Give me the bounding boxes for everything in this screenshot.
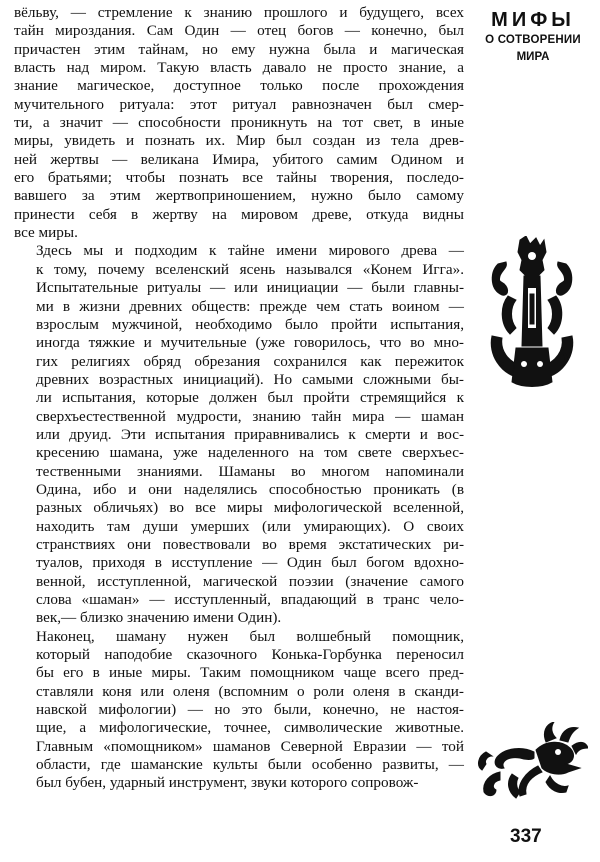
text-line: Главным «помощником» шаманов Северной Евразии — той bbox=[36, 737, 464, 755]
paragraph-1 bbox=[14, 4, 464, 242]
text-line: взрослым мужчиной, необходимо было пройти испытания, bbox=[36, 315, 464, 333]
text-line: все миры. bbox=[14, 224, 78, 242]
text-line: был бубен, ударный инструмент, звуки которого сопровож- bbox=[36, 774, 419, 792]
text-line: странствиях они повествовали во время экстатических ри- bbox=[36, 535, 464, 553]
text-line: власть над миром. Такую власть давало не просто знание, а bbox=[14, 59, 464, 77]
section-title-myths: МИФЫ bbox=[491, 9, 575, 31]
text-line: древних возрастных инициаций). Но самыми сложными бы- bbox=[36, 370, 464, 388]
text-line: слова «шаман» — исступленный, впадающий в транс чело- bbox=[36, 591, 464, 608]
text-line: кресению шамана, уже наделенного на том свете сверхъес- bbox=[36, 444, 464, 462]
text-line: туалов, приходя в исступление — Один был богом вдохно- bbox=[36, 554, 464, 572]
text-line: Испытательные ритуалы — или инициации — были главны- bbox=[36, 279, 464, 297]
text-line: Здесь мы и подходим к тайне имени мирового древа — bbox=[36, 242, 464, 260]
text-line: находить там души умерших (или умирающих). О своих bbox=[36, 517, 464, 535]
text-line: или друид. Эти испытания приравнивались к смерти и вос- bbox=[36, 425, 464, 443]
text-line: ми в жизни древних обществ: прежде чем стать воином — bbox=[36, 297, 464, 315]
text-line: бы его в иные миры. Таким помощником чаще всего пред- bbox=[36, 664, 464, 682]
text-line: ставляли коня или оленя (вспомним о роли оленя в сканди- bbox=[36, 682, 464, 700]
paragraph-3 bbox=[14, 628, 464, 793]
section-title-creation: О СОТВОРЕНИИ bbox=[485, 34, 581, 46]
text-line: венной, исступленной, магической поэзии (значение самого bbox=[36, 572, 464, 590]
text-line: вавшего за этим жертвоприношением, нужно было самому bbox=[14, 187, 464, 205]
section-heading bbox=[478, 8, 588, 66]
text-line: тайн мироздания. Сам Один — отец богов — конечно, был bbox=[14, 22, 464, 40]
text-line: век,— близко значению имени Один). bbox=[36, 609, 282, 627]
page-number: 337 bbox=[510, 826, 542, 847]
text-line: принести себя в жертву на мировом древе, откуда видны bbox=[14, 205, 464, 223]
text-line: ли испытания, которые должен был пройти стремящийся к bbox=[36, 389, 464, 407]
text-line: тественными знаниями. Шаманы во многом напоминали bbox=[36, 462, 464, 480]
scythian-ornament-illustration bbox=[486, 236, 578, 388]
dragon-ornament-illustration bbox=[476, 722, 588, 802]
text-line: знание магическое, доступное только после прохождения bbox=[14, 77, 464, 95]
text-line: к тому, почему вселенский ясень назывался «Конем Игга». bbox=[36, 260, 464, 278]
text-line: ти, а значит — способности проникнуть на тот свет, в иные bbox=[14, 114, 464, 132]
text-line: мучительного ритуала: этот ритуал равнозначен был смер- bbox=[14, 95, 464, 113]
text-line: его братьями; чтобы познать все тайны творения, последо- bbox=[14, 169, 464, 187]
main-text bbox=[14, 4, 464, 793]
text-line: который наподобие сказочного Конька-Горбунка переносил bbox=[36, 646, 464, 664]
text-line: гих религиях обряд обрезания сохранился как пережиток bbox=[36, 352, 464, 370]
text-line: Одина, ибо и они наделялись способностью проникать (в bbox=[36, 480, 464, 498]
text-line: области, где шаманские культы были особенно развиты, — bbox=[36, 756, 464, 774]
section-title-world: МИРА bbox=[516, 51, 550, 63]
text-line: ней жертвы — великана Имира, убитого самим Одином и bbox=[14, 150, 464, 168]
text-line: вёльву, — стремление к знанию прошлого и будущего, всех bbox=[14, 4, 464, 21]
paragraph-2 bbox=[14, 242, 464, 627]
text-line: Наконец, шаману нужен был волшебный помощник, bbox=[36, 627, 464, 645]
text-line: иногда тяжкие и мучительные (уже говорилось, что во мно- bbox=[36, 334, 464, 352]
text-line: миры, увидеть и познать их. Мир был создан из тела древ- bbox=[14, 132, 464, 150]
text-line: сверхъестественной мудрости, знанию тайн мира — шаман bbox=[36, 407, 464, 425]
text-line: причастен этим тайнам, но ему нужна была и магическая bbox=[14, 40, 464, 58]
text-line: навской мифологии) — но это были, конечно, не настоя- bbox=[36, 701, 464, 719]
text-line: щие, а мифологические, точнее, символические животные. bbox=[36, 719, 464, 737]
text-line: разных обличьях) во все миры мифологической вселенной, bbox=[36, 499, 464, 517]
